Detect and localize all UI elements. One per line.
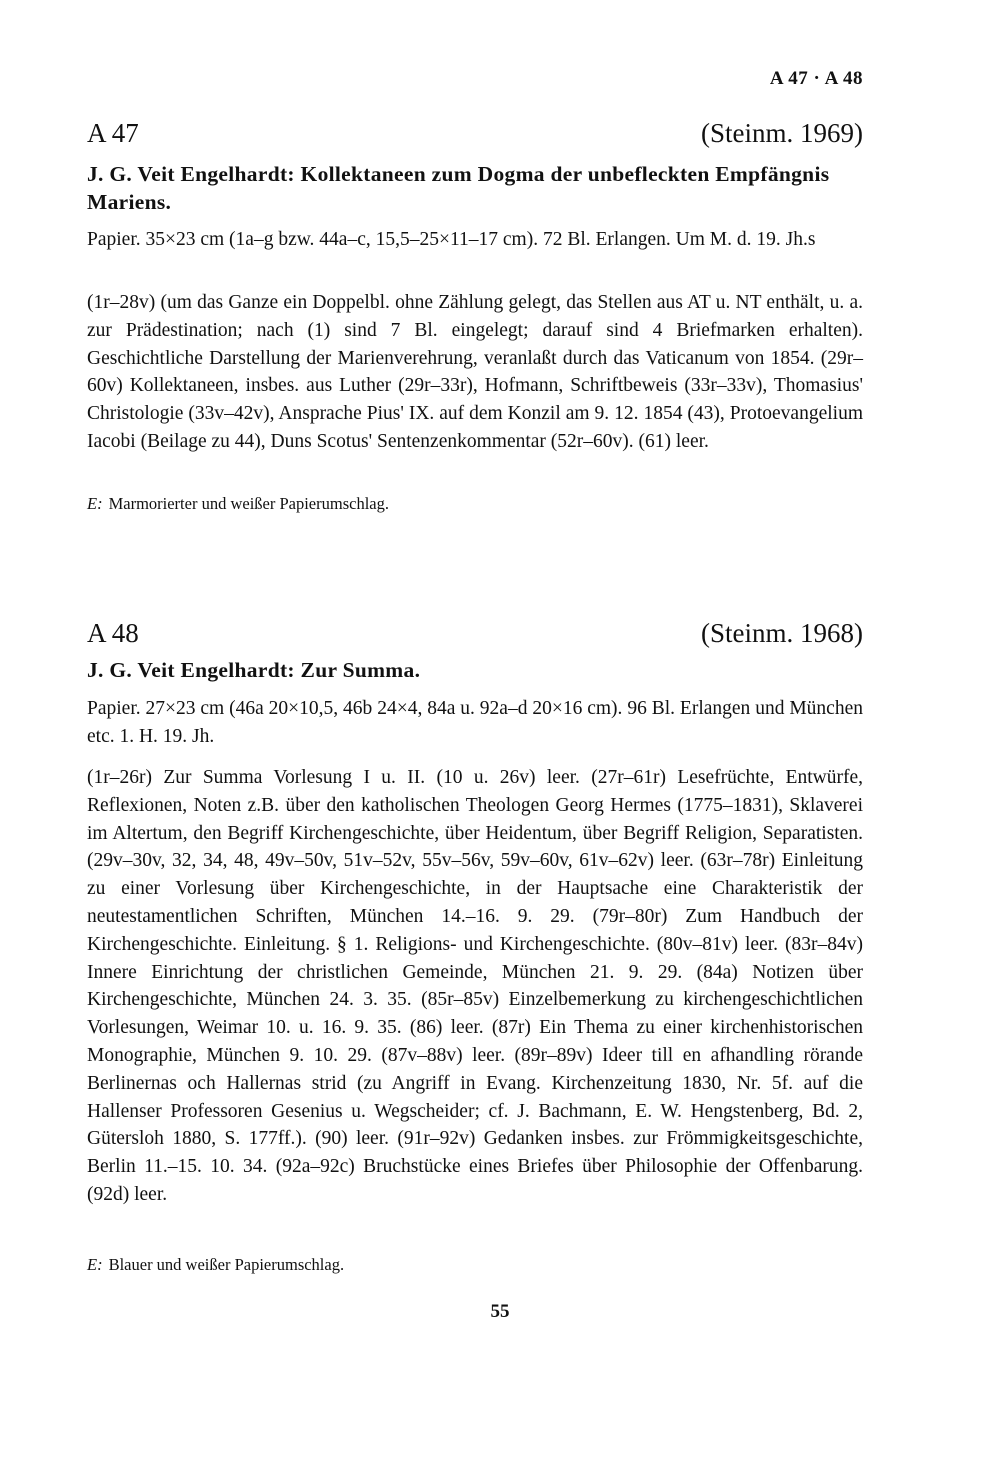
entry-physical-description: Papier. 35×23 cm (1a–g bzw. 44a–c, 15,5–25×11–17 cm). 72 Bl. Erlangen. Um M. d. 19. Jh.s [87,229,816,250]
entry-steinmeyer-number: (Steinm. 1968) [701,618,863,648]
running-head: A 47 · A 48 [769,68,863,89]
binding-text: Blauer und weißer Papierumschlag. [108,1255,345,1274]
entry-steinmeyer-number: (Steinm. 1969) [701,118,863,148]
binding-text: Marmorierter und weißer Papierumschlag. [108,494,389,513]
entry-content-description: (1r–26r) Zur Summa Vorlesung I u. II. (10 u. 26v) leer. (27r–61r) Lesefrüchte, Entwürfe, Reflexionen, Noten z.B. über den katholischen Theologen Georg Hermes (1775–1831), Sklaverei im Altertum, den Begriff Kirchengeschichte, über Heidentum, über Begriff Religion, Separatisten. (29v–30v, 32, 34, 48, 49v–50v, 51v–52v, 55v–56v, 59v–60v, 61v–62v) leer. (63r–78r) Einleitung zu einer Vorlesung über Kirchengeschichte, in der Hauptsache eine Charakteristik der neutestamentlichen Schriften, München 14.–16. 9. 29. (79r–80r) Zum Handbuch der Kirchengeschichte. Einleitung. § 1. Religions- und Kirchengeschichte. (80v–81v) leer. (83r–84v) Innere Einrichtung der christlichen Gemeinde, München 21. 9. 29. (84a) Notizen über Kirchengeschichte, München 24. 3. 35. (85r–85v) Einzelbemerkung zu kirchengeschichtlichen Vorlesungen, Weimar 10. u. 16. 9. 35. (86) leer. (87r) Ein Thema zu einer kirchenhistorischen Monographie, München 9. 10. 29. (87v–88v) leer. (89r–89v) Ideer till en afhandling rörande Berlinernas och Hallernas strid (zu Angriff in Evang. Kirchenzeitung 1830, Nr. 5f. auf die Hallenser Professoren Gesenius u. Wegscheider; cf. J. Bachmann, E. W. Hengstenberg, Bd. 2, Gütersloh 1880, S. 177ff.). (90) leer. (91r–92v) Gedanken insbes. zur Frömmigkeitsgeschichte, Berlin 11.–15. 10. 34. (92a–92c) Bruchstücke eines Briefes über Philosophie der Offenbarung. (92d) leer. [87,767,863,1205]
entry-signature: A 47 [87,118,139,148]
binding-label: E: [87,494,103,513]
entry-signature: A 48 [87,618,139,648]
entry-physical-description: Papier. 27×23 cm (46a 20×10,5, 46b 24×4, 84a u. 92a–d 20×16 cm). 96 Bl. Erlangen und München etc. 1. H. 19. Jh. [87,698,863,747]
page-number: 55 [490,1301,510,1322]
entry-title: J. G. Veit Engelhardt: Zur Summa. [87,658,421,682]
binding-label: E: [87,1255,103,1274]
entry-title: J. G. Veit Engelhardt: Kollektaneen zum Dogma der unbefleckten Empfängnis Mariens. [87,162,830,214]
entry-binding [87,1255,863,1275]
entry-heading [87,118,863,152]
entry-heading [87,618,863,652]
entry-binding [87,494,863,514]
entry-content-description: (1r–28v) (um das Ganze ein Doppelbl. ohne Zählung gelegt, das Stellen aus AT u. NT enthält, u. a. zur Prädestination; nach (1) sind 7 Bl. eingelegt; darauf sind 4 Briefmarken erhalten). Geschichtliche Darstellung der Marienverehrung, veranlaßt durch das Vaticanum von 1854. (29r–60v) Kollektaneen, insbes. aus Luther (29r–33r), Hofmann, Schriftbeweis (33r–33v), Thomasius' Christologie (33v–42v), Ansprache Pius' IX. auf dem Konzil am 9. 12. 1854 (43), Protoevangelium Iacobi (Beilage zu 44), Duns Scotus' Sentenzenkommentar (52r–60v). (61) leer. [87,292,863,452]
